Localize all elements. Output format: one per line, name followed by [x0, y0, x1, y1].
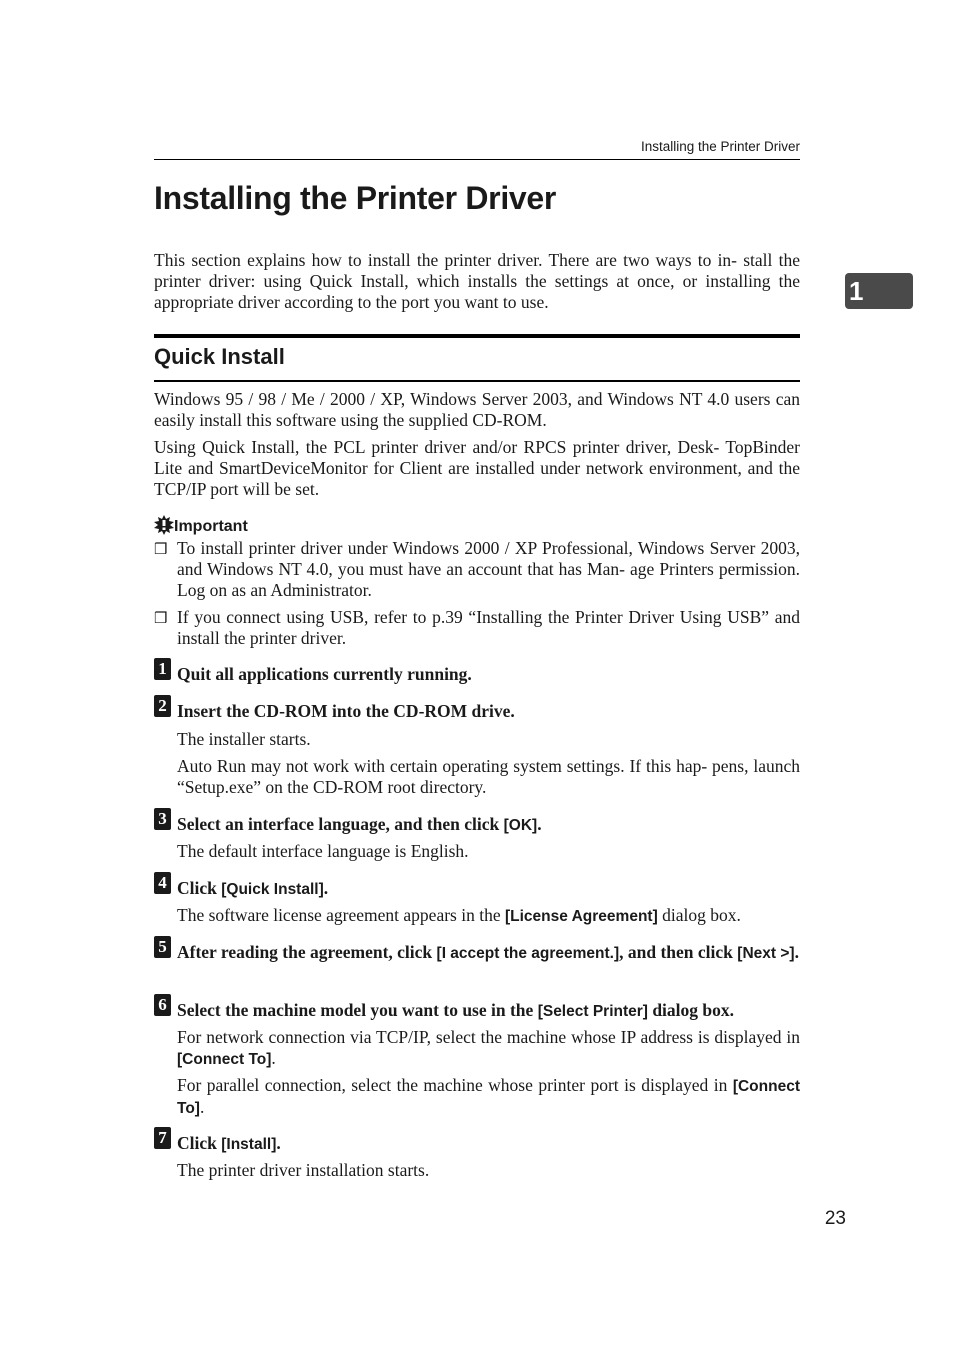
important-icon: [154, 515, 174, 535]
step-6-text: Select the machine model you want to use in the [Select Printer] dialog box.: [177, 1000, 735, 1020]
step-number-icon: 6: [154, 994, 171, 1016]
step-4-text: Click [Quick Install].: [177, 878, 329, 898]
ui-label-connect-to: [Connect To]: [177, 1078, 800, 1117]
step-number-icon: 5: [154, 936, 171, 958]
checkbox-bullet-icon: ❒: [154, 542, 168, 558]
step-3-text: Select an interface language, and then click [OK].: [177, 814, 542, 834]
chapter-tab: 1: [845, 273, 913, 309]
step-6-note-1: For network connection via TCP/IP, select the machine whose IP address is displayed in [Connect To].: [177, 1027, 800, 1068]
step-2-note-1: The installer starts.: [177, 729, 311, 749]
important-item-1: To install printer driver under Windows 2000 / XP Professional, Windows Server 2003, and Windows NT 4.0, you must have an account that has Man- age Printers permission. Log on as an Administrator.: [177, 538, 800, 600]
important-item-2: If you connect using USB, refer to p.39 “Installing the Printer Driver Using USB” and install the printer driver.: [177, 607, 800, 648]
important-label: Important: [174, 518, 248, 535]
step-number-icon: 1: [154, 658, 171, 680]
step-1-text: Quit all applications currently running.: [177, 664, 472, 684]
step-number-icon: 4: [154, 872, 171, 894]
ui-label-quick-install: [Quick Install]: [221, 881, 324, 898]
step-4-note: The software license agreement appears in the [License Agreement] dialog box.: [177, 905, 741, 925]
step-2-note-2: Auto Run may not work with certain operating system settings. If this hap- pens, launch “Setup.exe” on the CD-ROM root directory.: [177, 756, 800, 797]
ui-label-license-agreement: [License Agreement]: [504, 908, 658, 925]
step-7-text: Click [Install].: [177, 1133, 281, 1153]
ui-label-install: [Install]: [221, 1136, 277, 1153]
step-2-text: Insert the CD-ROM into the CD-ROM drive.: [177, 701, 515, 721]
step-number-icon: 3: [154, 808, 171, 830]
important-heading: [154, 515, 248, 536]
running-header: Installing the Printer Driver: [640, 139, 800, 154]
header-rule: [154, 159, 800, 160]
ui-label-ok: [OK]: [503, 817, 538, 834]
ui-label-connect-to: [Connect To]: [177, 1051, 272, 1068]
step-5-text: After reading the agreement, click [I accept the agreement.], and then click [Next >].: [177, 942, 799, 962]
intro-paragraph: This section explains how to install the printer driver. There are two ways to in- stall the printer driver: using Quick Install, which installs the settings at once, or installing the appropriate driver according to the port you want to use.: [154, 250, 800, 312]
section-rule-top: [154, 334, 800, 338]
section-paragraph-1: Windows 95 / 98 / Me / 2000 / XP, Windows Server 2003, and Windows NT 4.0 users can easily install this software using the supplied CD-ROM.: [154, 389, 800, 430]
ui-label-select-printer: [Select Printer]: [537, 1003, 648, 1020]
ui-label-i-accept: [I accept the agreement.]: [436, 945, 620, 962]
page-number: 23: [824, 1208, 846, 1229]
section-paragraph-2: Using Quick Install, the PCL printer driver and/or RPCS printer driver, Desk- TopBinder Lite and SmartDeviceMonitor for Client are installed under network environment, and the TCP/IP port will be set.: [154, 437, 800, 499]
step-number-icon: 2: [154, 695, 171, 717]
checkbox-bullet-icon: ❒: [154, 611, 168, 627]
step-3-note: The default interface language is English.: [177, 841, 469, 861]
step-6-note-2: For parallel connection, select the machine whose printer port is displayed in [Connect To].: [177, 1075, 800, 1117]
section-rule-bottom: [154, 380, 800, 382]
section-title: Quick Install: [154, 344, 285, 369]
ui-label-next: [Next >]: [737, 945, 795, 962]
step-7-note: The printer driver installation starts.: [177, 1160, 430, 1180]
step-number-icon: 7: [154, 1127, 171, 1149]
page-title: Installing the Printer Driver: [154, 180, 557, 216]
